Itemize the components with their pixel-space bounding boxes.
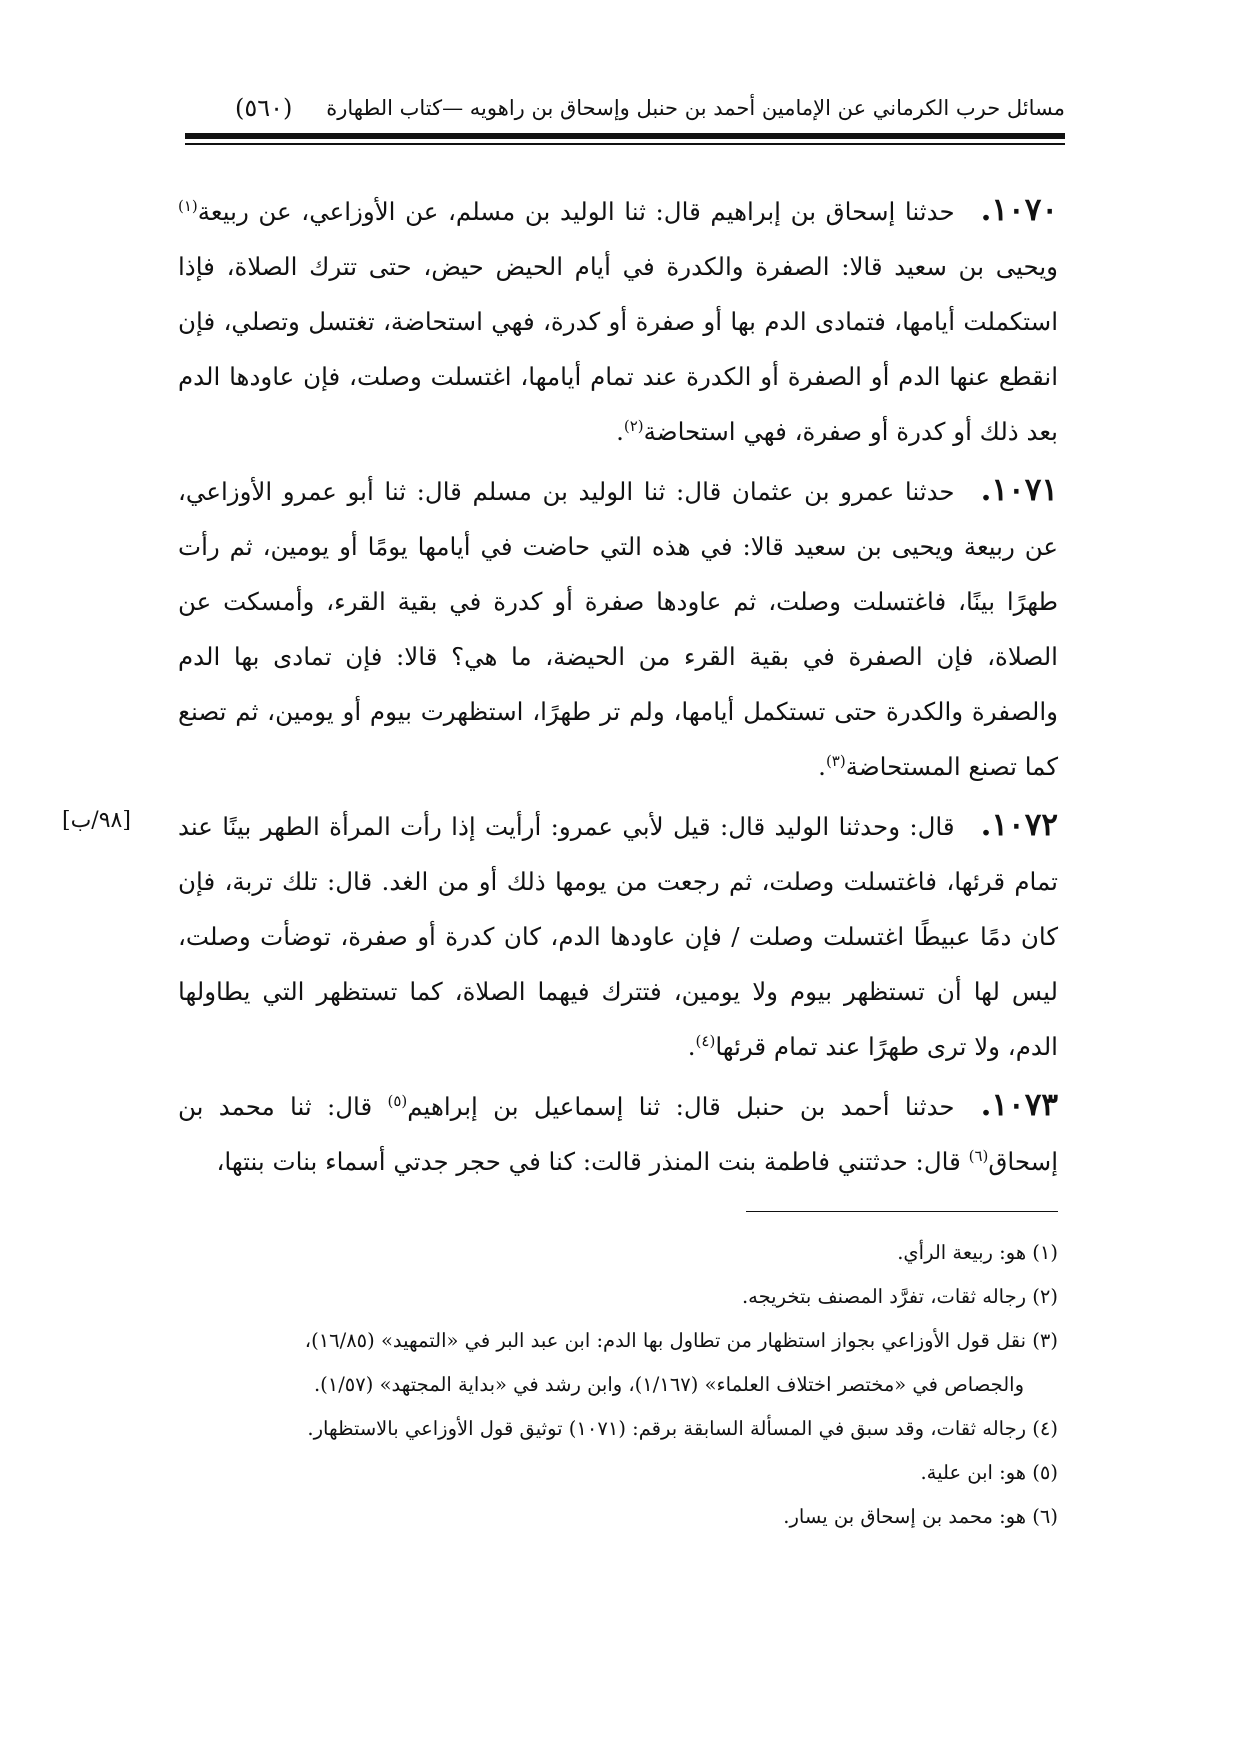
footnotes [178,1231,1058,1539]
footnote-3-continuation: والجصاص في «مختصر اختلاف العلماء» (١/١٦٧)، وابن رشد في «بداية المجتهد» (١/٥٧). [313,1373,1024,1396]
footnote-marker: (٤) [695,1031,716,1050]
paragraph-text: حدثنا إسحاق بن إبراهيم قال: ثنا الوليد بن مسلم، عن الأوزاعي، عن ربيعة [197,197,955,226]
main-text [178,183,1058,1193]
page-number: (٥٦٠) [235,94,293,122]
paragraph-text: ويحيى بن سعيد قالا: الصفرة والكدرة في أيام الحيض حيض، حتى تترك الصلاة، فإذا استكملت أيامها، فتمادى الدم بها أو صفرة أو كدرة، فهي استحاضة، تغتسل وتصلي، فإن انقطع عنها الدم أو الصفرة أو الكدرة عند تمام أيامها، اغتسلت وصلت، فإن عاودها الدم بعد ذلك أو كدرة أو صفرة، فهي استحاضة [178,252,1058,446]
header-rule-thin [185,143,1065,145]
paragraph-1072 [178,798,1058,1074]
paragraph-text: قال: وحدثنا الوليد قال: قيل لأبي عمرو: أرأيت إذا رأت المرأة الطهر بينًا عند تمام قرئها، فاغتسلت وصلت، ثم رجعت من يومها ذلك أو من الغد. قال: تلك تربة، فإن كان دمًا عبيطًا اغتسلت وصلت / فإن عاودها الدم، كان كدرة أو صفرة، توضأت وصلت، ليس لها أن تستظهر بيوم ولا يومين، فتترك فيهما الصلاة، كما تستظهر التي يطاولها الدم، ولا ترى طهرًا عند تمام قرئها [178,812,1058,1061]
footnote-1: (١) هو: ربيعة الرأي. [897,1241,1058,1264]
issue-number: ١٠٧٢. [980,807,1058,843]
header-title: مسائل حرب الكرماني عن الإمامين أحمد بن حنبل وإسحاق بن راهويه —كتاب الطهارة [326,96,1065,120]
footnote-separator [746,1211,1058,1212]
paragraph-end: قال: حدثتني فاطمة بنت المنذر قالت: كنا في حجر جدتي أسماء بنات بنتها، [216,1147,969,1176]
paragraph-1071 [178,463,1058,794]
footnote-marker: (٣) [825,751,846,770]
footnote-marker: (٥) [387,1091,408,1110]
issue-number: ١٠٧٣. [980,1087,1058,1123]
paragraph-text: حدثنا عمرو بن عثمان قال: ثنا الوليد بن مسلم قال: ثنا أبو عمرو الأوزاعي، عن ربيعة ويحيى بن سعيد قالا: في هذه التي حاضت في أيامها يومًا أو يومين، ثم رأت طهرًا بينًا، فاغتسلت وصلت، ثم عاودها صفرة أو كدرة في بقية القرء، وأمسكت عن الصلاة، فإن الصفرة في بقية القرء من الحيضة، ما هي؟ قالا: فإن تمادى بها الدم والصفرة والكدرة حتى تستكمل أيامها، ولم تر طهرًا، استظهرت بيوم أو يومين، ثم تصنع كما تصنع المستحاضة [178,477,1058,781]
paragraph-end: . [818,752,826,781]
paragraph-end: . [616,417,624,446]
manuscript-folio-marker: [٩٨/ب] [62,808,131,833]
footnote-6: (٦) هو: محمد بن إسحاق بن يسار. [783,1505,1058,1528]
issue-number: ١٠٧٠. [980,192,1058,228]
footnote-2: (٢) رجاله ثقات، تفرَّد المصنف بتخريجه. [741,1285,1058,1308]
paragraph-text: قال: ثنا محمد بن إسحاق [178,1092,1058,1176]
footnote-3: (٣) نقل قول الأوزاعي بجواز استظهار من تطاول بها الدم: ابن عبد البر في «التمهيد» (١٦/٨٥)، [304,1329,1058,1352]
footnote-5: (٥) هو: ابن علية. [920,1461,1058,1484]
paragraph-end: . [687,1032,696,1061]
paragraph-1073 [178,1078,1058,1189]
footnote-marker: (٦) [968,1146,989,1165]
footnote-4: (٤) رجاله ثقات، وقد سبق في المسألة السابقة برقم: (١٠٧١) توثيق قول الأوزاعي بالاستظهار. [307,1417,1058,1440]
paragraph-1070 [178,183,1058,459]
header-rule-thick [185,133,1065,139]
issue-number: ١٠٧١. [980,472,1058,508]
footnote-marker: (٢) [623,416,644,435]
running-header [185,88,1065,128]
footnote-marker: (١) [178,196,198,215]
paragraph-text: حدثنا أحمد بن حنبل قال: ثنا إسماعيل بن إبراهيم [407,1092,955,1121]
